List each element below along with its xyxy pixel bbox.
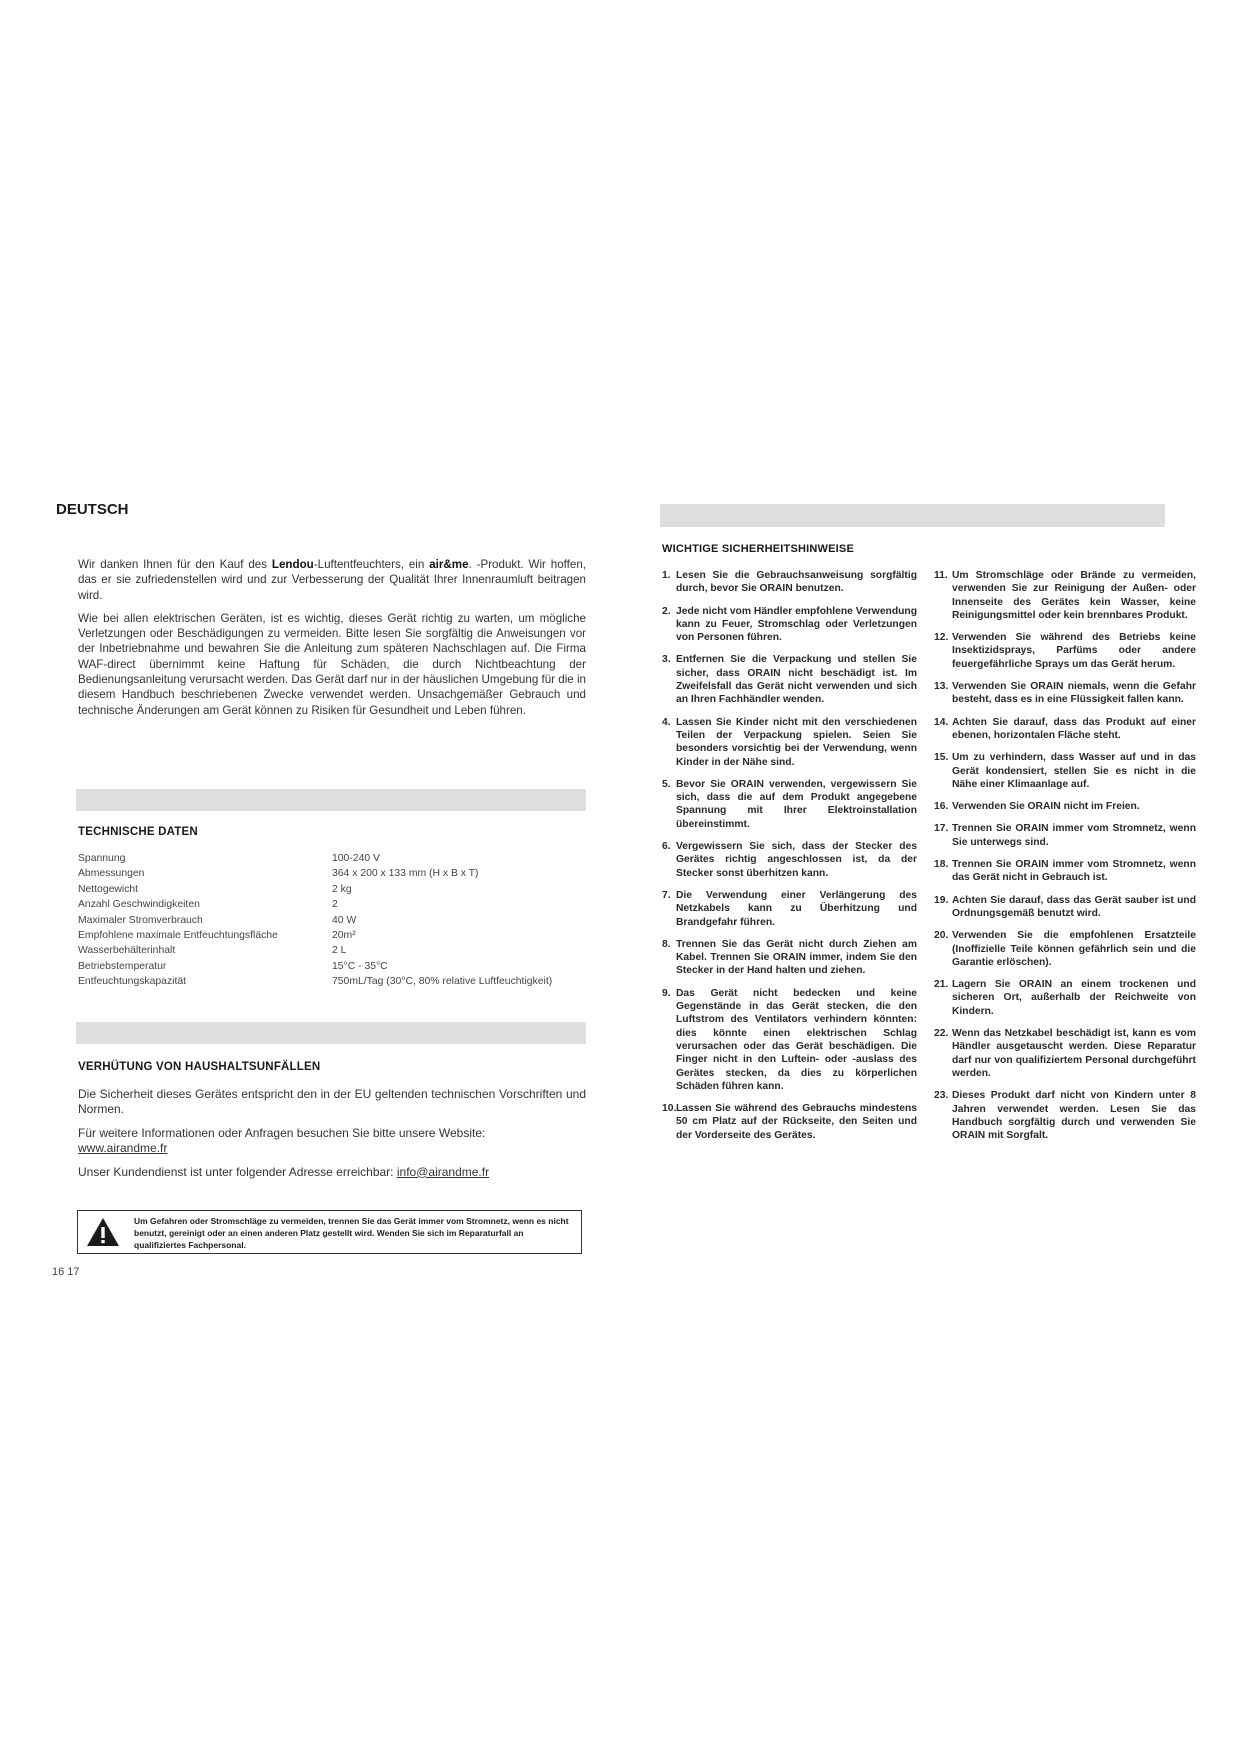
safety-item-number: 19.: [934, 894, 949, 906]
tech-value: 20m²: [332, 929, 356, 941]
language-title: DEUTSCH: [56, 501, 129, 518]
tech-row: [78, 899, 598, 914]
safety-item-number: 4.: [662, 716, 671, 728]
safety-item: [662, 889, 917, 929]
support-email-link[interactable]: info@airandme.fr: [396, 1164, 490, 1179]
safety-item: [662, 778, 917, 831]
safety-item-number: 12.: [934, 632, 949, 644]
safety-item: [934, 858, 1196, 885]
safety-item-text: Trennen Sie ORAIN immer vom Stromnetz, wenn das Gerät nicht in Gebrauch ist.: [952, 859, 1196, 884]
tech-label: Anzahl Geschwindigkeiten: [78, 899, 200, 911]
safety-item-text: Bevor Sie ORAIN verwenden, vergewissern Sie sich, dass die auf dem Produkt angegebene Spannung mit Ihrer Elektroinstallation übereinstimmt.: [676, 778, 917, 830]
safety-item-text: Um Stromschläge oder Brände zu vermeiden, verwenden Sie zur Reinigung der Außen- oder Innenseite des Gerätes kein Wasser, keine Reinigungsmittel oder kein brennbares Produkt.: [952, 570, 1196, 621]
safety-item-number: 18.: [934, 859, 949, 871]
safety-item-text: Dieses Produkt darf nicht von Kindern unter 8 Jahren verwendet werden. Lesen Sie das Handbuch sorgfältig durch und verwenden Sie ORAIN mit Sorgfalt.: [952, 1090, 1196, 1142]
tech-row: [78, 945, 598, 960]
safety-item-number: 6.: [662, 841, 671, 853]
safety-item-text: Lassen Sie während des Gebrauchs mindestens 50 cm Platz auf der Rückseite, den Seiten und der Vorderseite des Gerätes.: [676, 1103, 917, 1141]
product-brand: Lendou: [271, 558, 314, 571]
safety-item-text: Achten Sie darauf, dass das Gerät sauber ist und Ordnungsgemäß benutzt wird.: [952, 894, 1196, 919]
safety-item: [934, 751, 1196, 791]
tech-heading: TECHNISCHE DATEN: [78, 826, 198, 838]
safety-item-text: Lagern Sie ORAIN an einem trockenen und sicheren Ort, außerhalb der Reichweite von Kindern.: [952, 979, 1196, 1017]
tech-value: 15°C - 35°C: [332, 960, 388, 972]
safety-item-number: 17.: [934, 823, 949, 835]
intro-section: [78, 557, 586, 726]
tech-section-bar: [76, 789, 586, 811]
tech-row: [78, 976, 598, 991]
safety-item-text: Wenn das Netzkabel beschädigt ist, kann es vom Händler ausgetauscht werden. Diese Reparatur darf nur von qualifiziertem Personal durchgeführt werden.: [952, 1028, 1196, 1079]
tech-table: [78, 853, 598, 992]
safety-item: [662, 987, 917, 1093]
safety-item-text: Verwenden Sie während des Betriebs keine Insektizidsprays, Parfüms oder andere feuergefährliche Sprays um das Gerät herum.: [952, 632, 1196, 670]
safety-item: [934, 822, 1196, 849]
safety-item: [934, 569, 1196, 622]
tech-value: 100-240 V: [332, 853, 380, 864]
safety-item-text: Die Verwendung einer Verlängerung des Netzkabels kann zu Überhitzung und Brandgefahr führen.: [676, 889, 917, 928]
safety-item-text: Lassen Sie Kinder nicht mit den verschiedenen Teilen der Verpackung spielen. Seien Sie besonders vorsichtig bei der Verwendung, wenn Kinder in der Nähe sind.: [676, 716, 917, 768]
safety-item-number: 5.: [662, 778, 671, 790]
safety-item-number: 8.: [662, 938, 671, 950]
safety-list-1: [662, 569, 917, 1142]
safety-item-number: 21.: [934, 979, 949, 991]
safety-list-2: [934, 569, 1196, 1142]
safety-item-text: Verwenden Sie ORAIN niemals, wenn die Gefahr besteht, dass es in eine Flüssigkeit fallen kann.: [952, 681, 1196, 706]
safety-item-text: Trennen Sie das Gerät nicht durch Ziehen am Kabel. Trennen Sie ORAIN immer, indem Sie den Stecker in der Hand halten und ziehen.: [676, 938, 917, 977]
accident-paragraph-1: Die Sicherheit dieses Gerätes entspricht den in der EU geltenden technischen Vorschriften und Normen.: [78, 1087, 586, 1117]
accident-section-bar: [76, 1022, 586, 1044]
safety-item-number: 22.: [934, 1028, 949, 1040]
safety-item-text: Entfernen Sie die Verpackung und stellen Sie sicher, dass ORAIN nicht beschädigt ist. Im Zweifelsfall das Gerät nicht verwenden und sich an Ihren Fachhändler wenden.: [676, 654, 917, 706]
safety-item: [934, 1027, 1196, 1080]
intro-paragraph-1: [78, 557, 586, 603]
intro-paragraph-2: Wie bei allen elektrischen Geräten, ist es wichtig, dieses Gerät richtig zu warten, um mögliche Verletzungen oder Beschädigungen zu vermeiden. Bitte lesen Sie sorgfältig die Anweisungen vor der Inbetriebnahme und bewahren Sie die Anleitung zum späteren Nachschlagen auf. Die Firma WAF-direct übernimmt keine Haftung für Schäden, die durch Nichtbeachtung der Bedienungsanleitung verursacht werden. Das Gerät darf nur in der häuslichen Umgebung für die in diesem Handbuch beschriebenen Zwecke verwendet werden. Unsachgemäßer Gebrauch und technische Änderungen am Gerät können zu Risiken für Gesundheit und Leben führen.: [78, 611, 586, 717]
warning-icon: [86, 1217, 120, 1247]
accident-heading: VERHÜTUNG VON HAUSHALTSUNFÄLLEN: [78, 1061, 321, 1073]
tech-row: [78, 868, 598, 883]
safety-item: [934, 716, 1196, 743]
company-brand: air&me: [429, 558, 469, 571]
website-intro: Für weitere Informationen oder Anfragen besuchen Sie bitte unsere Website:: [78, 1125, 486, 1140]
safety-item-number: 14.: [934, 716, 949, 728]
tech-row: [78, 961, 598, 976]
safety-item: [662, 605, 917, 645]
tech-label: Abmessungen: [78, 868, 145, 880]
safety-item-text: Trennen Sie ORAIN immer vom Stromnetz, wenn Sie unterwegs sind.: [952, 823, 1196, 848]
safety-item-text: Achten Sie darauf, dass das Produkt auf einer ebenen, horizontalen Fläche steht.: [952, 716, 1196, 741]
safety-item-number: 2.: [662, 605, 671, 617]
tech-row: [78, 884, 598, 899]
safety-item: [934, 894, 1196, 921]
safety-column-2: [934, 569, 1196, 1151]
safety-item: [934, 929, 1196, 969]
safety-heading: WICHTIGE SICHERHEITSHINWEISE: [662, 543, 854, 555]
safety-item: [934, 800, 1196, 813]
safety-item: [662, 840, 917, 880]
tech-label: Betriebstemperatur: [78, 960, 167, 972]
accident-section: [78, 1087, 586, 1188]
safety-item-number: 23.: [934, 1090, 949, 1102]
safety-item: [934, 978, 1196, 1018]
tech-row: [78, 915, 598, 930]
warning-text: Um Gefahren oder Stromschläge zu vermeiden, trennen Sie das Gerät immer vom Stromnetz, wenn es nicht benutzt, gereinigt oder an einen anderen Platz gestellt wird. Wenden Sie sich im Reparaturfall an qualifiziertes Fachpersonal.: [134, 1216, 569, 1250]
tech-label: Maximaler Stromverbrauch: [78, 914, 203, 926]
tech-row: [78, 853, 598, 868]
safety-item: [934, 680, 1196, 707]
safety-item-text: Das Gerät nicht bedecken und keine Gegenstände in das Gerät stecken, die den Luftstrom des Ventilators verhindern könnten: dies könnte einen elektrischen Schlag verursachen oder das Gerät beschädigen. Die Finger nicht in den Luftein- oder -auslass des Gerätes stecken, da dies zu körperlichen Schäden führen kann.: [676, 987, 917, 1092]
tech-value: 2 kg: [332, 883, 352, 895]
intro-text: Wir danken Ihnen für den Kauf des: [78, 558, 272, 571]
safety-item-number: 1.: [662, 570, 671, 581]
tech-label: Entfeuchtungskapazität: [78, 976, 187, 988]
safety-item-number: 15.: [934, 752, 949, 764]
safety-item: [934, 1089, 1196, 1142]
tech-value: 750mL/Tag (30°C, 80% relative Luftfeuchtigkeit): [332, 976, 553, 988]
safety-item-text: Vergewissern Sie sich, dass der Stecker des Gerätes richtig angeschlossen ist, da der Stecker sonst überhitzen kann.: [676, 841, 917, 879]
safety-item: [662, 938, 917, 978]
tech-value: 2 L: [332, 945, 347, 957]
safety-item-number: 10.: [662, 1103, 677, 1115]
warning-box: [77, 1210, 582, 1254]
safety-item: [662, 653, 917, 706]
safety-item: [662, 1102, 917, 1142]
tech-label: Nettogewicht: [78, 883, 139, 895]
tech-value: 2: [332, 899, 338, 911]
tech-value: 40 W: [332, 914, 357, 926]
safety-item-number: 20.: [934, 930, 949, 942]
page-numbers: 16 17: [52, 1266, 80, 1278]
intro-text: -Luftentfeuchters, ein: [313, 558, 430, 571]
safety-item-text: Um zu verhindern, dass Wasser auf und in das Gerät kondensiert, stellen Sie es nicht in die Nähe einer Klimaanlage auf.: [952, 752, 1196, 790]
tech-label: Wasserbehälterinhalt: [78, 945, 176, 957]
safety-section-bar: [660, 504, 1165, 527]
safety-item-text: Verwenden Sie ORAIN nicht im Freien.: [952, 801, 1140, 813]
tech-value: 364 x 200 x 133 mm (H x B x T): [332, 868, 479, 880]
safety-item-number: 3.: [662, 654, 671, 666]
accident-paragraph-3: [78, 1165, 586, 1180]
safety-item: [662, 716, 917, 769]
safety-item-text: Jede nicht vom Händler empfohlene Verwendung kann zu Feuer, Stromschlag oder Verletzungen von Personen führen.: [676, 605, 917, 644]
safety-item-text: Lesen Sie die Gebrauchsanweisung sorgfältig durch, bevor Sie ORAIN benutzen.: [676, 570, 917, 595]
accident-paragraph-2: [78, 1126, 586, 1157]
safety-item-number: 11.: [934, 570, 948, 581]
safety-item-number: 9.: [662, 987, 671, 999]
safety-item-number: 16.: [934, 801, 949, 813]
safety-item-number: 7.: [662, 889, 671, 901]
support-intro: Unser Kundendienst ist unter folgender Adresse erreichbar:: [78, 1164, 397, 1179]
safety-item: [662, 569, 917, 596]
tech-label: Empfohlene maximale Entfeuchtungsfläche: [78, 929, 278, 941]
intro-text: . -Produkt. Wir hoffen, das er sie zufriedenstellen wird und zur Verbesserung der Qualität Ihrer Innenraumluft beitragen wird.: [78, 558, 586, 602]
website-link[interactable]: www.airandme.fr: [78, 1141, 168, 1156]
tech-label: Spannung: [78, 853, 126, 864]
tech-row: [78, 930, 598, 945]
safety-item: [934, 631, 1196, 671]
safety-column-1: [662, 569, 917, 1151]
safety-item-text: Verwenden Sie die empfohlenen Ersatzteile (Inoffizielle Teile können gefährlich sein und die Garantie erlöschen).: [952, 930, 1196, 968]
safety-item-number: 13.: [934, 681, 949, 693]
